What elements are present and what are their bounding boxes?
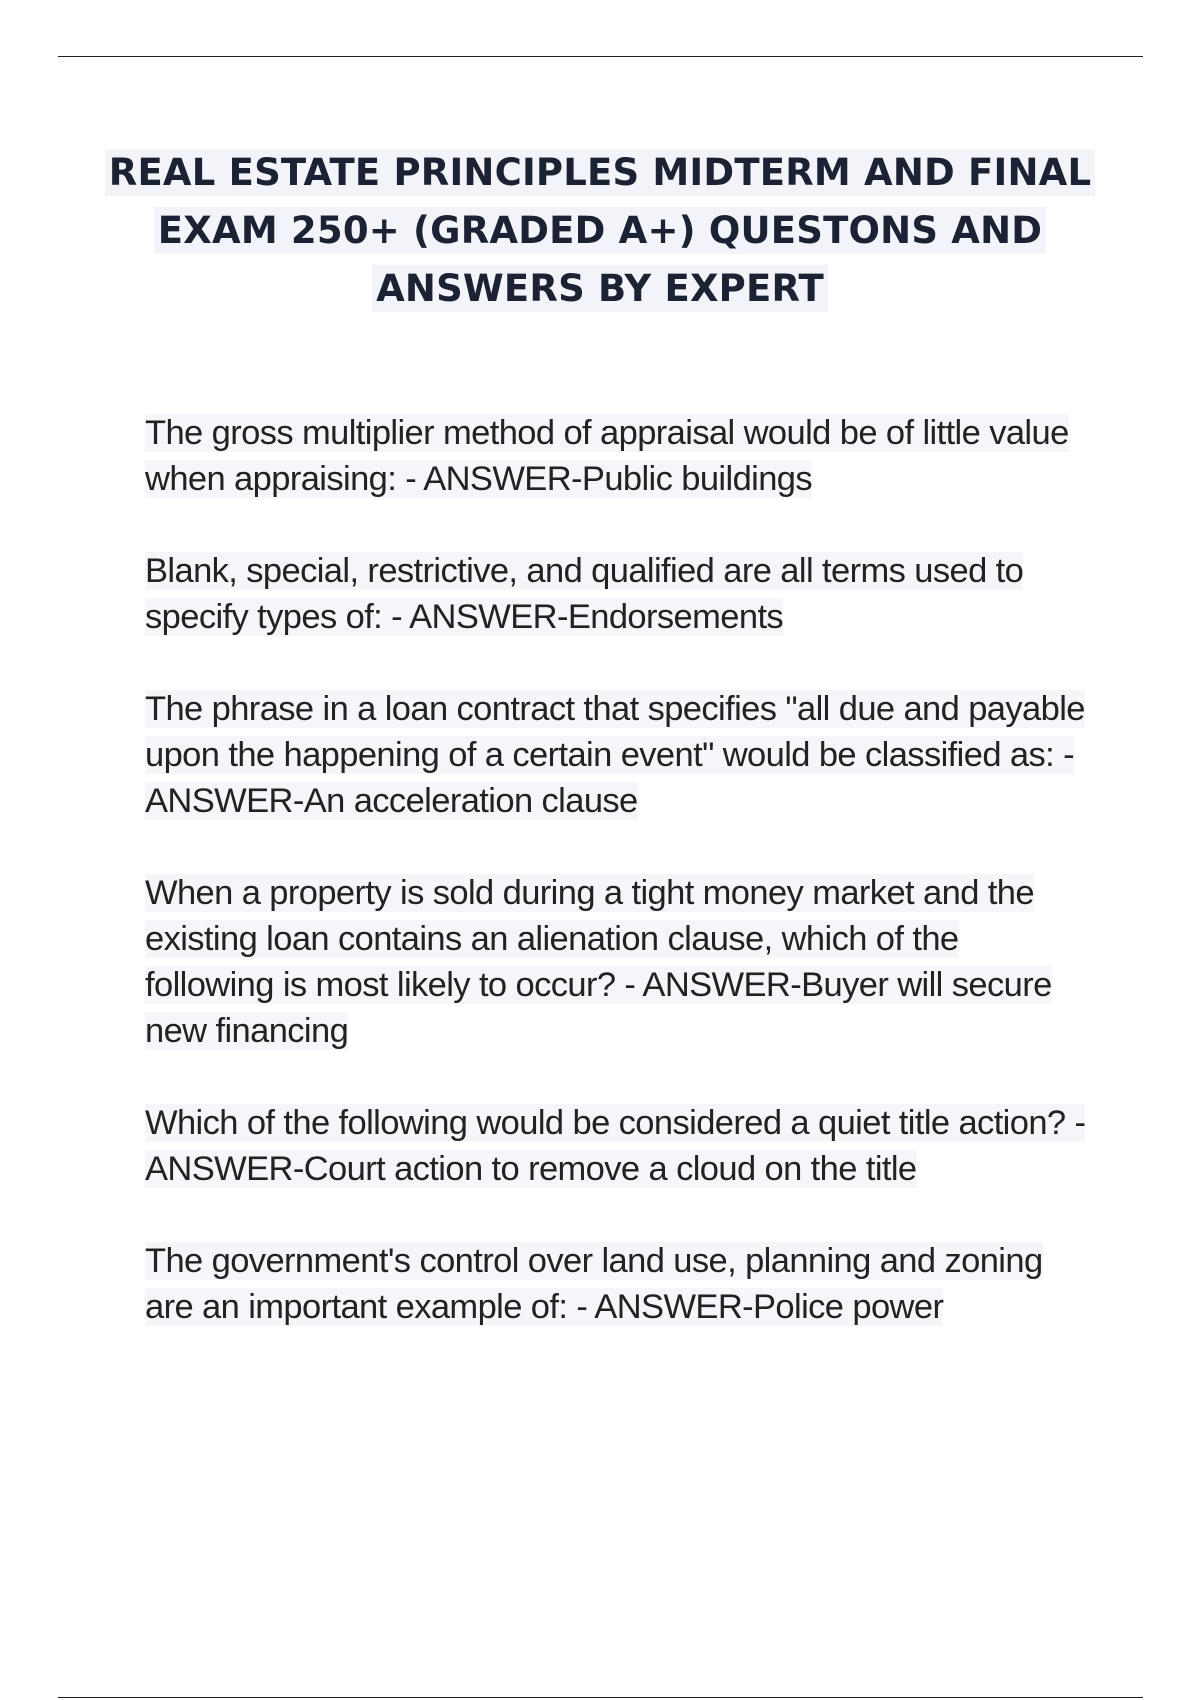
qa-item bbox=[145, 410, 1090, 502]
qa-list bbox=[145, 410, 1090, 1376]
qa-item-text: The government's control over land use, planning and zoning are an important example of: - ANSWER-Police power bbox=[145, 1242, 1043, 1326]
qa-item-text: The phrase in a loan contract that specifies "all due and payable upon the happening of a certain event" would be classified as: - ANSWER-An acceleration clause bbox=[145, 690, 1085, 820]
qa-item bbox=[145, 1238, 1090, 1330]
document-title bbox=[100, 144, 1100, 318]
qa-item bbox=[145, 870, 1090, 1054]
document-title-text: REAL ESTATE PRINCIPLES MIDTERM AND FINAL EXAM 250+ (GRADED A+) QUESTONS AND ANSWERS BY EXPERT bbox=[105, 149, 1095, 312]
qa-item-text: Which of the following would be considered a quiet title action? - ANSWER-Court action to remove a cloud on the title bbox=[145, 1104, 1086, 1188]
qa-item-text: When a property is sold during a tight money market and the existing loan contains an alienation clause, which of the following is most likely to occur? - ANSWER-Buyer will secure new financing bbox=[145, 874, 1052, 1050]
top-rule bbox=[58, 56, 1143, 57]
qa-item-text: The gross multiplier method of appraisal would be of little value when appraising: - ANSWER-Public buildings bbox=[145, 414, 1069, 498]
bottom-rule bbox=[58, 1697, 1143, 1698]
qa-item bbox=[145, 548, 1090, 640]
qa-item bbox=[145, 1100, 1090, 1192]
qa-item bbox=[145, 686, 1090, 824]
qa-item-text: Blank, special, restrictive, and qualified are all terms used to specify types of: - ANSWER-Endorsements bbox=[145, 552, 1024, 636]
